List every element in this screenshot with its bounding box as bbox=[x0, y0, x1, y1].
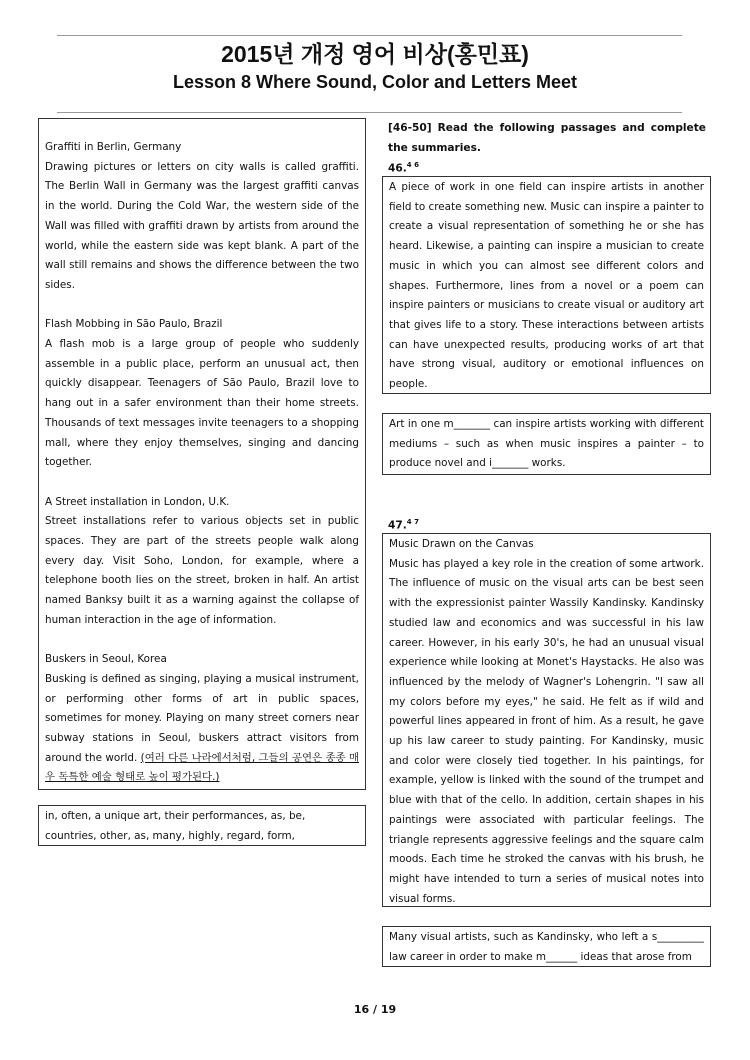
instruction: [46-50] Read the following passages and complete the summaries. bbox=[388, 122, 706, 154]
passage-text: Music has played a key role in the creation of some artwork. The influence of music on the visual arts can be best seen with the expressionist painter Wassily Kandinsky. Kandinsky studied law and economics and was successful in his law career. However, in his early 30's, he had an unusual visual experience while looking at Monet's Haystacks. He also was influenced by the melody of Wagner's Lohengrin. "I saw all my colors before my eyes," he said. He felt as if wild and powerful lines appeared in front of him. As a result, he gave up his law career to study painting. For Kandinsky, music and color were closely tied together. In his paintings, for example, yellow is linked with the sound of the trumpet and blue with that of the cello. In addition, certain shapes in his paintings were associated with particular feelings. The triangle represents aggressive feelings and the square calm moods. Each time he stroked the canvas with his brush, he might have intended to turn a series of musical notes into visual forms. bbox=[389, 557, 704, 905]
passage-text: A piece of work in one field can inspire artists in another field to create something new. Music can inspire a painter to create a visual representation of something he or she has heard. Likewise, a painting can inspire a musician to create music in which you can almost see different colors and shapes. Furthermore, lines from a novel or a poem can inspire painters or musicians to create visual or auditory art that gives life to a story. These interactions between artists can have unexpected results, producing works of art that have strong visual, auditory or emotional influences on people. bbox=[389, 181, 704, 391]
question-sup: 4 6 bbox=[406, 161, 419, 169]
q47-passage-box bbox=[382, 533, 711, 907]
section-body: Drawing pictures or letters on city walls is called graffiti. The Berlin Wall in Germany was the largest graffiti canvas in the world. During the Cold War, the western side of the Wall was filled with graffiti drawn by artists from around the world, while the eastern side was kept blank. A part of the wall still remains and shows the difference between the two sides. bbox=[45, 160, 359, 291]
passage-title: Music Drawn on the Canvas bbox=[389, 538, 534, 550]
section-title: Buskers in Seoul, Korea bbox=[45, 653, 167, 666]
left-passage-box bbox=[38, 118, 366, 790]
summary-text: Many visual artists, such as Kandinsky, who left a s_________ law career in order to make m______ ideas that arose from bbox=[389, 931, 704, 963]
section-title: Graffiti in Berlin, Germany bbox=[45, 141, 182, 153]
section-title: A Street installation in London, U.K. bbox=[45, 495, 230, 508]
question-number: 47. bbox=[388, 519, 407, 532]
section-body: Street installations refer to various objects set in public spaces. They are part of the streets people walk along every day. Visit Soho, London, for example, where a telephone booth lies on the street, broken in half. An artist named Banksy built it as a warning against the collapse of human interaction in the age of information. bbox=[45, 515, 359, 626]
q47-summary-box bbox=[382, 926, 711, 967]
q46-passage-box bbox=[382, 176, 711, 394]
page-number: 16 / 19 bbox=[353, 1003, 397, 1016]
section-body: A flash mob is a large group of people who suddenly assemble in a public place, perform an unusual act, then quickly disappear. Teenagers of São Paulo, Brazil love to hang out in a safer environment than their home streets. Thousands of text messages invite teenagers to a shopping mall, where they enjoy themselves, singing and dancing together. bbox=[45, 338, 359, 469]
question-number: 46. bbox=[388, 162, 407, 175]
page-title: 2015년 개정 영어 비상(홍민표) bbox=[221, 41, 529, 67]
question-sup: 4 7 bbox=[406, 518, 419, 526]
korean-translation-prompt: (여러 다른 나라에서처럼, 그들의 공연은 종종 매우 독특한 예술 형태로 높이 평가된다.) bbox=[45, 751, 359, 784]
section-body bbox=[45, 670, 359, 788]
header-rule-bottom bbox=[57, 112, 682, 113]
summary-text: Art in one m_______ can inspire artists working with different mediums – such as when music inspires a painter – to produce novel and i_______ works. bbox=[389, 418, 704, 470]
lesson-subtitle: Lesson 8 Where Sound, Color and Letters Meet bbox=[172, 72, 578, 92]
q46-summary-box bbox=[382, 413, 711, 475]
word-bank-box bbox=[38, 805, 366, 846]
section-title: Flash Mobbing in São Paulo, Brazil bbox=[45, 318, 223, 331]
body-text: Busking is defined as singing, playing a musical instrument, or performing other forms of art in public spaces, sometimes for money. Playing on many street corners near subway stations in Seoul, buskers attract visitors from around the world. bbox=[45, 672, 359, 764]
word-bank: in, often, a unique art, their performances, as, be, countries, other, as, many, highly, regard, form, bbox=[45, 810, 306, 842]
